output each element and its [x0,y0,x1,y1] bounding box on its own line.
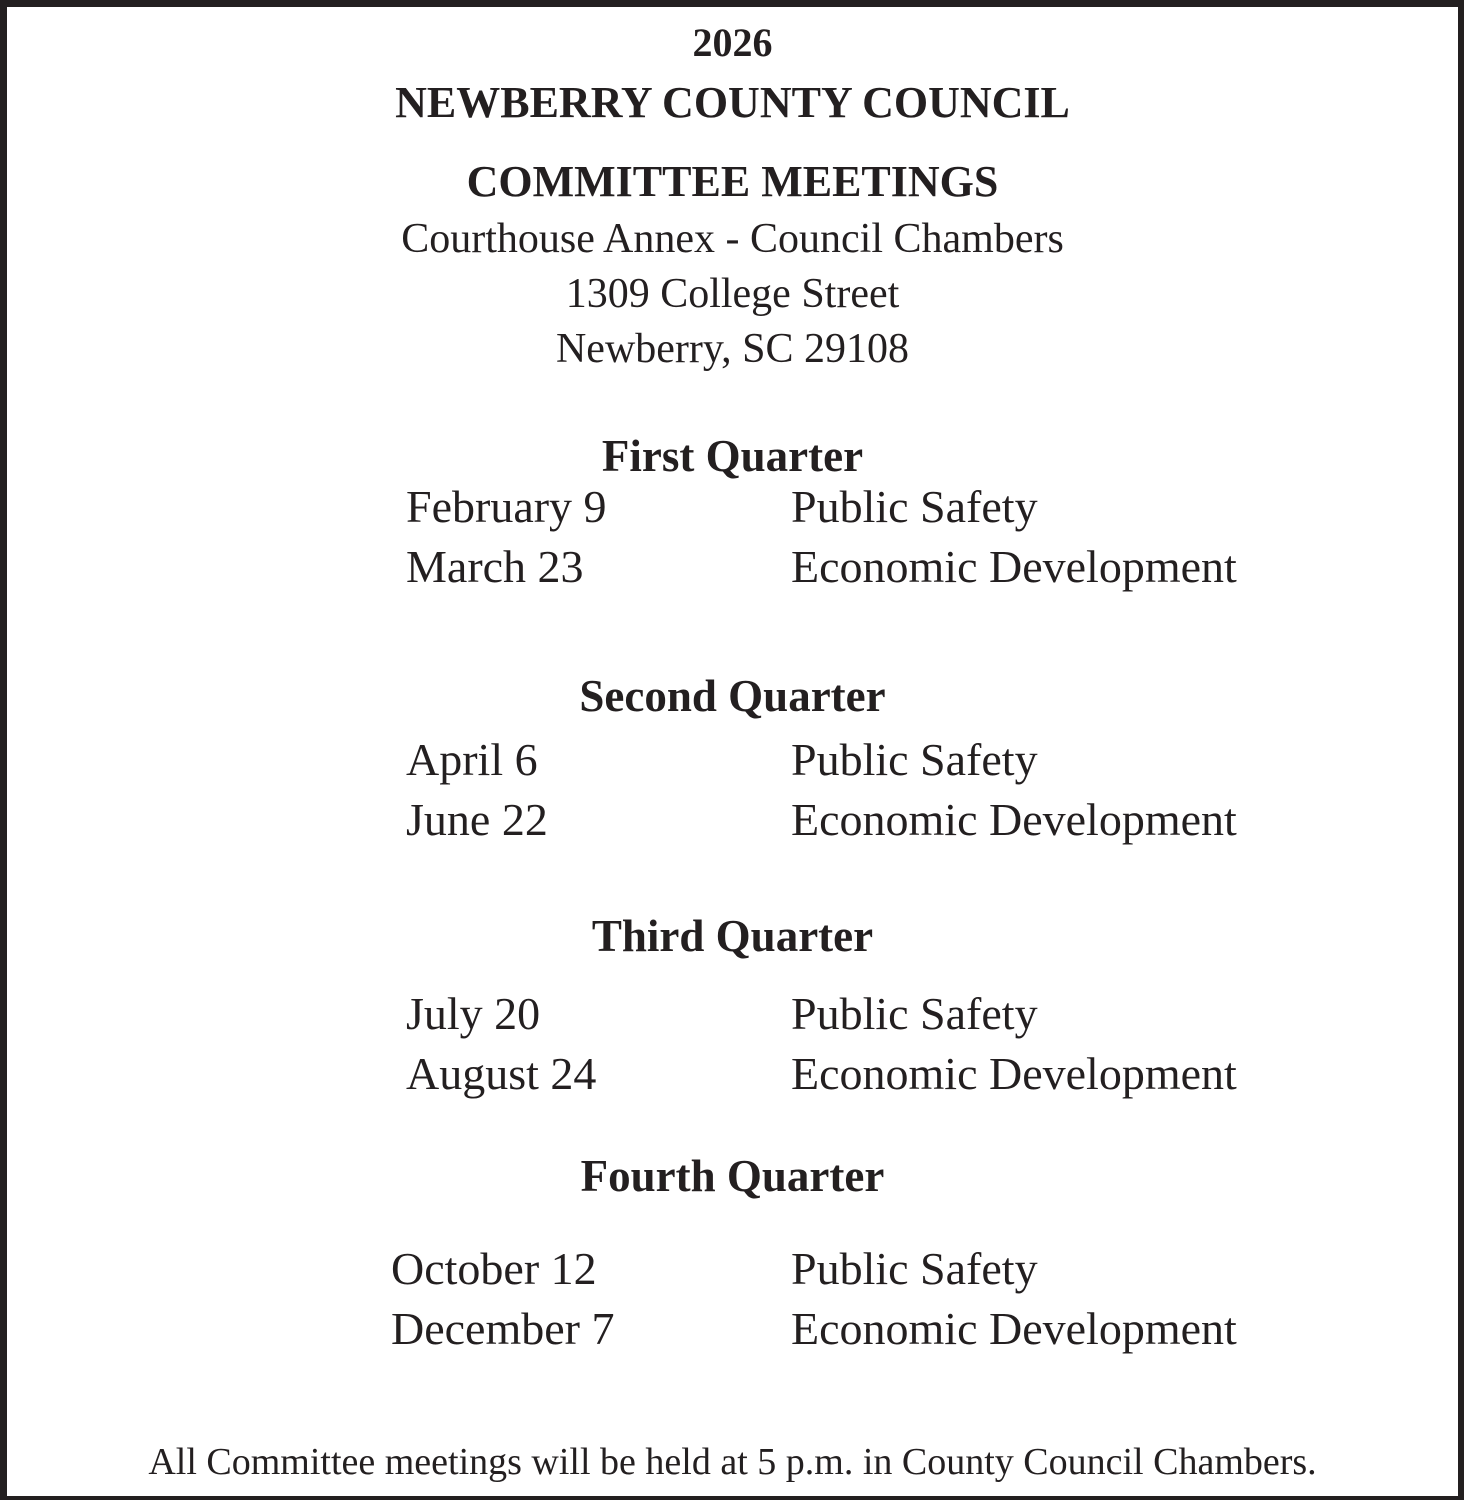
third-quarter-heading: Third Quarter [591,911,874,961]
meeting-committee: Public Safety [791,481,1038,532]
meeting-date: October 12 [391,1243,597,1294]
notice-subtitle: COMMITTEE MEETINGS [466,157,999,206]
council-name: NEWBERRY COUNTY COUNCIL [395,78,1070,127]
meeting-date: June 22 [406,794,548,845]
fourth-quarter-heading: Fourth Quarter [580,1151,885,1201]
footer-note: All Committee meetings will be held at 5 p.m. in County Council Chambers. [148,1441,1317,1483]
meeting-location: Courthouse Annex - Council Chambers [401,216,1064,262]
meeting-committee: Public Safety [791,1243,1038,1294]
city-state-zip: Newberry, SC 29108 [555,326,910,372]
meeting-date: August 24 [406,1048,597,1099]
meeting-committee: Economic Development [791,1303,1237,1354]
meeting-date: July 20 [406,988,541,1039]
meeting-date: February 9 [406,481,607,532]
street-address: 1309 College Street [565,271,900,317]
first-quarter-heading: First Quarter [601,431,864,481]
meeting-committee: Public Safety [791,988,1038,1039]
meeting-committee: Economic Development [791,794,1237,845]
meeting-committee: Public Safety [791,734,1038,785]
meeting-date: December 7 [391,1303,615,1354]
meeting-committee: Economic Development [791,1048,1237,1099]
notice-year: 2026 [692,20,773,65]
meeting-committee: Economic Development [791,541,1237,592]
second-quarter-heading: Second Quarter [579,671,886,721]
meeting-date: April 6 [406,734,538,785]
meeting-date: March 23 [406,541,584,592]
